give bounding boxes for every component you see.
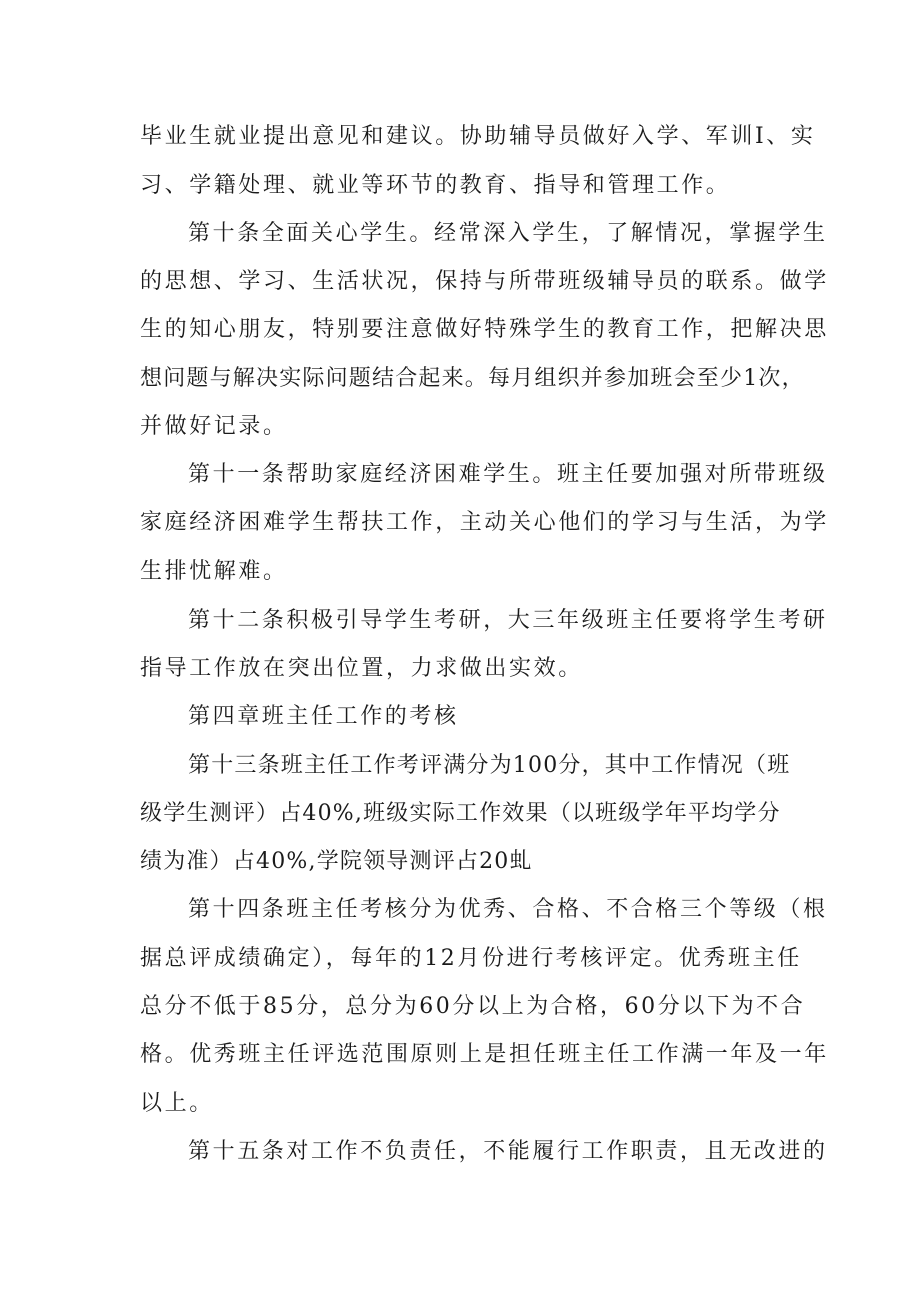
text-line: 生排忧解难。 <box>140 559 288 584</box>
text-line: 第十二条积极引导学生考研，大三年级班主任要将学生考研 <box>188 608 828 633</box>
text-line: 的思想、学习、生活状况，保持与所带班级辅导员的联系。做学 <box>140 269 829 294</box>
text-line: 想问题与解决实际问题结合起来。每月组织并参加班会至少1次， <box>140 366 805 391</box>
text-line: 绩为准）占40%,学院领导测评占20虬 <box>140 849 533 874</box>
text-line: 并做好记录。 <box>140 414 288 439</box>
text-line: 第十一条帮助家庭经济困难学生。班主任要加强对所带班级 <box>188 462 828 487</box>
text-line: 习、学籍处理、就业等环节的教育、指导和管理工作。 <box>140 173 731 198</box>
text-line: 生的知心朋友，特别要注意做好特殊学生的教育工作，把解决思 <box>140 317 829 342</box>
text-line: 毕业生就业提出意见和建议。协助辅导员做好入学、军训I、实 <box>140 124 816 149</box>
text-line: 据总评成绩确定），每年的12月份进行考核评定。优秀班主任 <box>140 946 802 971</box>
text-line: 家庭经济困难学生帮扶工作，主动关心他们的学习与生活，为学 <box>140 510 829 535</box>
section-heading: 第四章班主任工作的考核 <box>188 704 459 729</box>
text-line: 指导工作放在突出位置，力求做出实效。 <box>140 656 583 681</box>
text-line: 以上。 <box>140 1091 214 1116</box>
text-line: 级学生测评）占40%,班级实际工作效果（以班级学年平均学分 <box>140 801 781 826</box>
text-line: 第十五条对工作不负责任，不能履行工作职责，且无改进的 <box>188 1139 828 1164</box>
text-line: 第十三条班主任工作考评满分为100分，其中工作情况（班 <box>188 753 791 778</box>
text-line: 总分不低于85分，总分为60分以上为合格，60分以下为不合 <box>140 994 806 1019</box>
text-line: 第十四条班主任考核分为优秀、合格、不合格三个等级（根 <box>188 897 828 922</box>
text-line: 第十条全面关心学生。经常深入学生，了解情况，掌握学生 <box>188 221 828 246</box>
text-line: 格。优秀班主任评选范围原则上是担任班主任工作满一年及一年 <box>140 1042 829 1067</box>
